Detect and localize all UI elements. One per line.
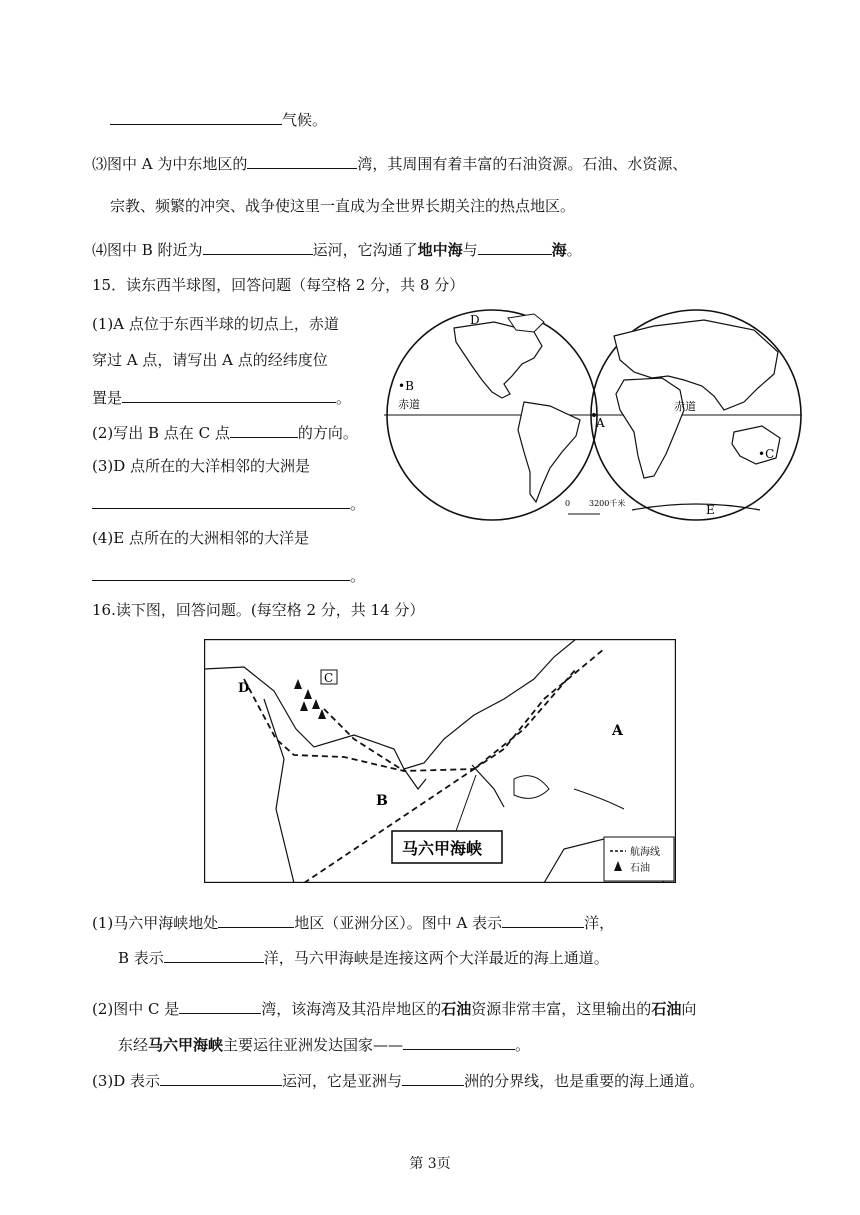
answer-blank[interactable]: [203, 238, 313, 255]
legend-oil: 石油: [630, 863, 650, 874]
question-15-title: 15．读东西半球图，回答问题（每空格 2 分，共 8 分）: [92, 276, 465, 294]
label-C: C: [324, 671, 334, 685]
question-14-3: ⑶图中 A 为中东地区的 湾，其周围有着丰富的石油资源。石油、水资源、: [92, 152, 687, 174]
answer-blank[interactable]: [403, 1033, 515, 1050]
hemisphere-map: [384, 306, 802, 528]
label-D: D: [470, 313, 480, 327]
question-15-1-answer: 置是 。: [92, 386, 351, 408]
answer-blank[interactable]: [179, 997, 261, 1014]
question-15-2: (2)写出 B 点在 C 点 的方向。: [92, 421, 358, 443]
scale-text: 3200千米: [589, 499, 626, 508]
strait-name: 马六甲海峡: [402, 839, 483, 858]
line-climate: 气候。: [110, 108, 327, 130]
question-16-3: (3)D 表示 运河，它是亚洲与 洲的分界线，也是重要的海上通道。: [92, 1069, 704, 1091]
answer-blank[interactable]: [502, 911, 584, 928]
answer-blank[interactable]: [402, 1069, 464, 1086]
label-equator-left: 赤道: [398, 398, 420, 411]
question-16-2: (2)图中 C 是 湾，该海湾及其沿岸地区的石油资源非常丰富，这里输出的石油向: [92, 997, 696, 1019]
africa-shape: [616, 378, 684, 478]
answer-blank[interactable]: [230, 421, 298, 438]
question-15-4-answer: 。: [92, 564, 365, 586]
question-15-4: (4)E 点所在的大洲相邻的大洋是: [92, 529, 309, 547]
label-A: A: [596, 416, 605, 430]
label-C: •C: [758, 447, 775, 461]
answer-blank[interactable]: [110, 108, 282, 125]
label-B: •B: [398, 379, 414, 393]
label-A: A: [612, 723, 623, 739]
answer-blank[interactable]: [478, 238, 552, 255]
answer-blank[interactable]: [92, 564, 350, 581]
question-14-4: ⑷图中 B 附近为 运河，它沟通了地中海与 海。: [92, 238, 582, 260]
question-16-title: 16.读下图，回答问题。(每空格 2 分，共 14 分）: [92, 601, 425, 619]
question-15-3: (3)D 点所在的大洋相邻的大洲是: [92, 457, 311, 475]
question-15-3-answer: 。: [92, 492, 365, 514]
label-D: D: [238, 681, 250, 696]
page-footer: 第 3页: [409, 1156, 451, 1172]
answer-blank[interactable]: [164, 946, 264, 963]
label-equator-right: 赤道: [674, 400, 696, 413]
question-14-3-cont: 宗教、频繁的冲突、战争使这里一直成为全世界长期关注的热点地区。: [110, 197, 576, 215]
question-15-1-cont: 穿过 A 点，请写出 A 点的经纬度位: [92, 351, 328, 369]
question-16-1-cont: B 表示 洋，马六甲海峡是连接这两个大洋最近的海上通道。: [118, 946, 609, 968]
answer-blank[interactable]: [247, 152, 357, 169]
answer-blank[interactable]: [218, 911, 294, 928]
question-15-1: (1)A 点位于东西半球的切点上，赤道: [92, 315, 339, 333]
malacca-strait-map: [204, 639, 676, 883]
answer-blank[interactable]: [122, 386, 336, 403]
answer-blank[interactable]: [160, 1069, 282, 1086]
label-B: B: [376, 793, 388, 809]
question-16-1: (1)马六甲海峡地处 地区（亚洲分区）。图中 A 表示 洋，: [92, 911, 614, 933]
legend-box: [604, 837, 674, 881]
legend-route: 航海线: [630, 847, 660, 858]
south-america-shape: [518, 402, 580, 502]
question-16-2-cont: 东经马六甲海峡主要运往亚洲发达国家—— 。: [118, 1033, 530, 1055]
scale-zero: 0: [565, 499, 571, 508]
label-E: E: [706, 503, 715, 517]
answer-blank[interactable]: [92, 492, 350, 509]
north-america-shape: [454, 322, 542, 398]
